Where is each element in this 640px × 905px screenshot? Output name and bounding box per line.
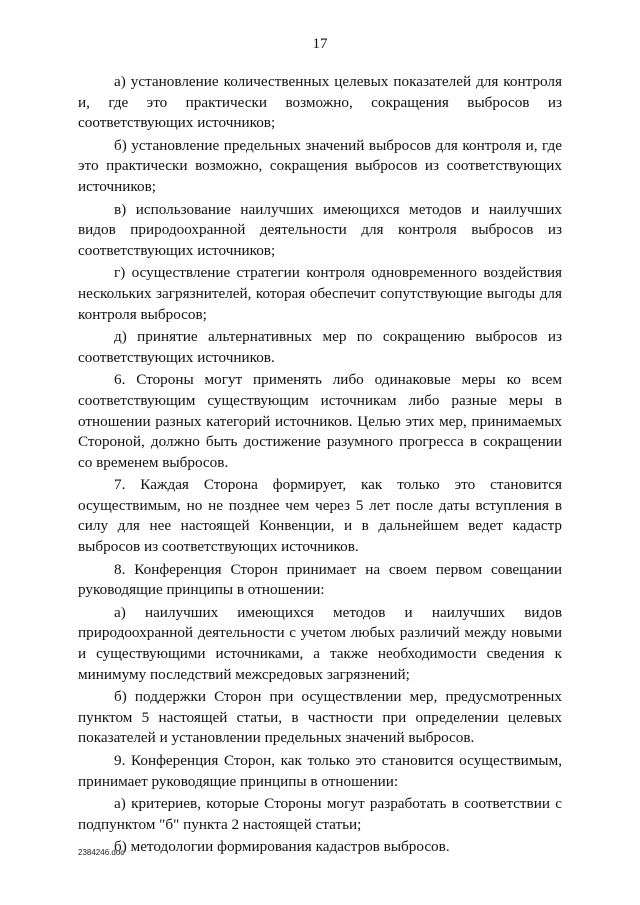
paragraph-point-7: 7. Каждая Сторона формирует, как только это становится осуществимым, но не позднее чем через 5 лет после даты вступления в силу для нее настоящей Конвенции, и в дальнейшем ведет кадастр выбросов из соответствующих источников. xyxy=(78,476,562,556)
paragraph-item-d: д) принятие альтернативных мер по сокращению выбросов из соответствующих источников. xyxy=(78,328,562,366)
paragraph-point-8-item-a: а) наилучших имеющихся методов и наилучших видов природоохранной деятельности с учетом любых различий между новыми и существующими источниками, а также необходимости сведения к минимуму последствий межсредовых загрязнений; xyxy=(78,603,562,683)
footer-filename: 2384246.doc xyxy=(78,848,125,857)
paragraph-item-g: г) осуществление стратегии контроля одновременного воздействия нескольких загрязнителей, которая обеспечит сопутствующие выгоды для контроля выбросов; xyxy=(78,264,562,323)
paragraph-item-v: в) использование наилучших имеющихся методов и наилучших видов природоохранной деятельности для контроля выбросов из соответствующих источников; xyxy=(78,200,562,259)
paragraph-item-b: б) установление предельных значений выбросов для контроля и, где это практически возможно, сокращения выбросов из соответствующих источников; xyxy=(78,136,562,195)
paragraph-point-9-item-b: б) методологии формирования кадастров выбросов. xyxy=(114,838,450,856)
paragraph-point-9: 9. Конференция Сторон, как только это становится осуществимым, принимает руководящие принципы в отношении: xyxy=(78,752,562,790)
paragraph-point-8: 8. Конференция Сторон принимает на своем первом совещании руководящие принципы в отношении: xyxy=(78,560,562,599)
document-body xyxy=(78,72,562,860)
paragraph-point-9-item-a: а) критериев, которые Стороны могут разработать в соответствии с подпунктом "б" пункта 2 настоящей статьи; xyxy=(78,795,562,833)
paragraph-item-a: а) установление количественных целевых показателей для контроля и, где это практически возможно, сокращения выбросов из соответствующих источников; xyxy=(78,73,562,132)
paragraph-point-8-item-b: б) поддержки Сторон при осуществлении мер, предусмотренных пунктом 5 настоящей статьи, в частности при определении целевых показателей и установлении предельных значений выбросов. xyxy=(78,688,562,747)
paragraph-point-6: 6. Стороны могут применять либо одинаковые меры ко всем соответствующим существующим источникам либо разные меры в отношении разных категорий источников. Целью этих мер, принимаемых Стороной, должно быть достижение разумного прогресса в сокращении со временем выбросов. xyxy=(78,371,562,471)
page-number: 17 xyxy=(312,36,328,52)
